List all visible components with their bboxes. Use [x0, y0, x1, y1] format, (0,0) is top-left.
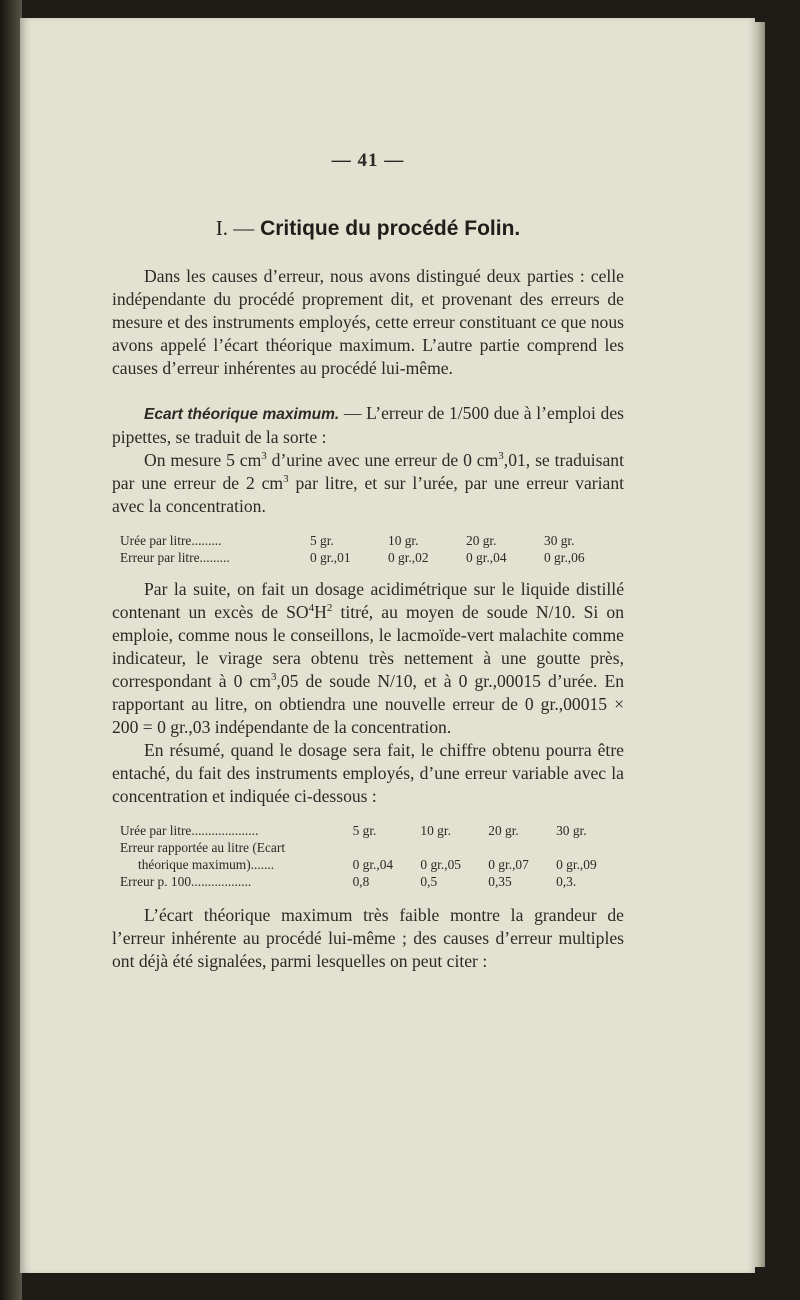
- page-content: [112, 150, 624, 973]
- run-in-heading: Ecart théorique maximum.: [144, 406, 340, 423]
- table-row: [120, 549, 622, 566]
- row-label: Urée par litre....................: [120, 823, 259, 838]
- paragraph-resume: En résumé, quand le dosage sera fait, le chiffre obtenu pourra être entaché, du fait des instruments employés, d’une erreur variable avec la concentration et indiquée ci-dessous :: [112, 740, 624, 806]
- row-label: Urée par litre.........: [120, 533, 222, 548]
- table-cell: 0 gr.,02: [388, 550, 429, 565]
- table-cell: 5 gr.: [310, 533, 334, 548]
- page-number: — 41 —: [331, 150, 405, 171]
- row-label: Erreur rapportée au litre (Ecart: [120, 840, 286, 855]
- table-cell: 0,5: [420, 874, 438, 889]
- table-cell: 20 gr.: [466, 533, 497, 548]
- table-row: [120, 839, 624, 856]
- row-label: théorique maximum).......: [138, 857, 275, 872]
- paragraph-dosage-acidimetrique: Par la suite, on fait un dosage acidimétrique sur le liquide distillé contenant un excès de $SO^4H^2$ titré, au moyen de soude N/10. Si on emploie, comme nous le conseillons, le lacmoïde-vert malachite comme indicateur, le virage sera obtenu très nettement à une goutte près, correspondant à 0 $cm^3,05$ de soude N/10, et à 0 gr.,00015 d’urée. En rapportant au litre, on obtiendra une nouvelle erreur de 0 gr.,00015 × 200 = 0 gr.,03 indépendante de la concentration.: [112, 579, 624, 737]
- paragraph-ecart-text: — L’erreur de 1/500 due à l’emploi des pipettes, se traduit de la sorte :: [112, 403, 624, 447]
- row-label: Erreur par litre.........: [120, 550, 230, 565]
- table-cell: 0 gr.,04: [352, 857, 394, 872]
- table-cell: 0,35: [488, 874, 512, 889]
- page-edge: [755, 22, 765, 1267]
- table-cell: 0 gr.,01: [310, 550, 351, 565]
- table-cell: 0,8: [352, 874, 370, 889]
- table-cell: 10 gr.: [420, 823, 451, 838]
- erreur-resume-table: [120, 822, 624, 890]
- table-cell: 5 gr.: [352, 823, 377, 838]
- table-cell: 30 gr.: [544, 533, 575, 548]
- paragraph-ecart-theorique: [112, 402, 624, 449]
- section-title: [112, 216, 624, 241]
- table-row: [120, 856, 624, 873]
- book-binding: [0, 0, 22, 1300]
- table-cell: 20 gr.: [488, 823, 519, 838]
- table-row: [120, 822, 624, 839]
- table-cell: 0 gr.,06: [544, 550, 585, 565]
- row-label: Erreur p. 100..................: [120, 874, 252, 889]
- table-cell: 0,3.: [556, 874, 577, 889]
- table-cell: 0 gr.,09: [556, 857, 597, 872]
- table-cell: 10 gr.: [388, 533, 419, 548]
- table-cell: 30 gr.: [556, 823, 587, 838]
- table-cell: 0 gr.,07: [488, 857, 529, 872]
- section-number: I. —: [215, 216, 255, 240]
- paragraph-mesure-urine: On mesure 5 $cm^3$ d’urine avec une erreur de 0 $cm^3,01$, se traduisant par une erreur de 2 $cm^3$ par litre, et sur l’urée, par une erreur variant avec la concentration.: [112, 450, 624, 516]
- table-cell: 0 gr.,04: [466, 550, 507, 565]
- section-title-text: Critique du procédé Folin.: [260, 217, 521, 240]
- erreur-pipettes-table: [120, 532, 622, 566]
- paragraph-causes-erreur: Dans les causes d’erreur, nous avons distingué deux parties : celle indépendante du procédé proprement dit, et provenant des erreurs de mesure et des instruments employés, cette erreur constituant ce que nous avons appelé l’écart théorique maximum. L’autre partie comprend les causes d’erreur inhérentes au procédé lui-même.: [112, 266, 624, 378]
- table-cell: 0 gr.,05: [420, 857, 461, 872]
- table-row: [120, 873, 624, 890]
- table-row: [120, 532, 622, 549]
- paragraph-ecart-faible: L’écart théorique maximum très faible montre la grandeur de l’erreur inhérente au procédé lui-même ; des causes d’erreur multiples ont déjà été signalées, parmi lesquelles on peut citer :: [112, 905, 624, 971]
